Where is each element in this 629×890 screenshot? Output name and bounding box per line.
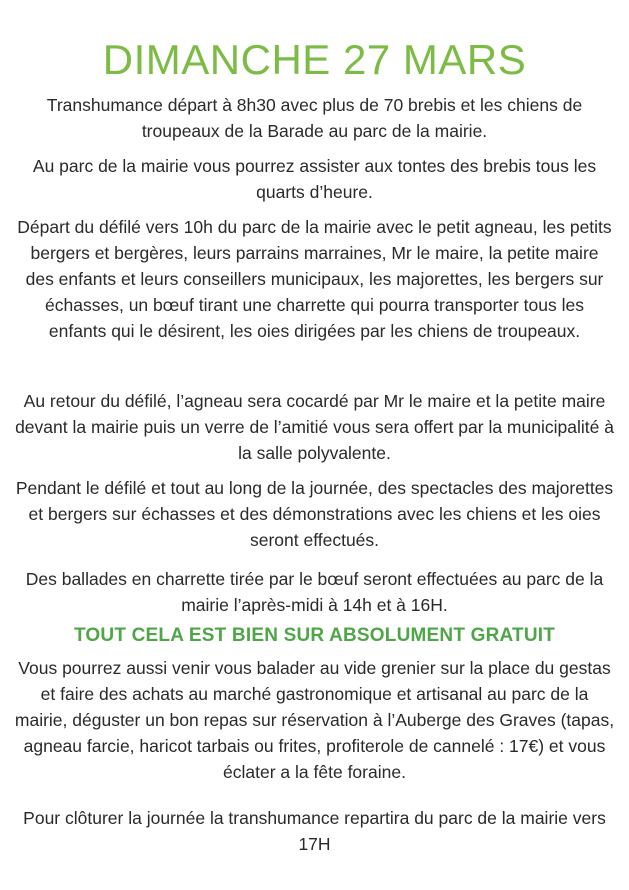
paragraph-retour: Au retour du défilé, l’agneau sera cocardé par Mr le maire et la petite maire devant la mairie puis un verre de l’amitié vous sera offert par la municipalité à la salle polyvalente. [15,391,614,463]
paragraph-defile: Départ du défilé vers 10h du parc de la mairie avec le petit agneau, les petits bergers et bergères, leurs parrains marraines, Mr le maire, la petite maire des enfants et leurs conseillers municipaux, les majorettes, les bergers sur échasses, un bœuf tirant une charrette qui pourra transporter tous les enfants qui le désirent, les oies dirigées par les chiens de troupeaux. [17,217,612,341]
free-notice-heading: TOUT CELA EST BIEN SUR ABSOLUMENT GRATUIT [73,625,556,646]
paragraph-transhumance: Transhumance départ à 8h30 avec plus de 70 brebis et les chiens de troupeaux de la Barade au parc de la mairie. [46,95,583,141]
paragraph-tontes: Au parc de la mairie vous pourrez assister aux tontes des brebis tous les quarts d’heure. [32,156,597,202]
paragraph-ballades: Des ballades en charrette tirée par le bœuf seront effectuées au parc de la mairie l’après-midi à 14h et à 16H. [25,569,604,615]
paragraph-activites: Vous pourrez aussi venir vous balader au vide grenier sur la place du gestas et faire des achats au marché gastronomique et artisanal au parc de la mairie, déguster un bon repas sur réservation à l’Auberge des Graves (tapas, agneau farcie, haricot tarbais ou frites, profiterole de cannelé : 17€) et vous éclater a la fête foraine. [14,658,615,782]
page-title: DIMANCHE 27 MARS [102,36,527,83]
paragraph-spectacles: Pendant le défilé et tout au long de la journée, des spectacles des majorettes et bergers sur échasses et des démonstrations avec les chiens et les oies seront effectués. [15,478,614,550]
paragraph-cloture: Pour clôturer la journée la transhumance repartira du parc de la mairie vers 17H [23,808,606,854]
